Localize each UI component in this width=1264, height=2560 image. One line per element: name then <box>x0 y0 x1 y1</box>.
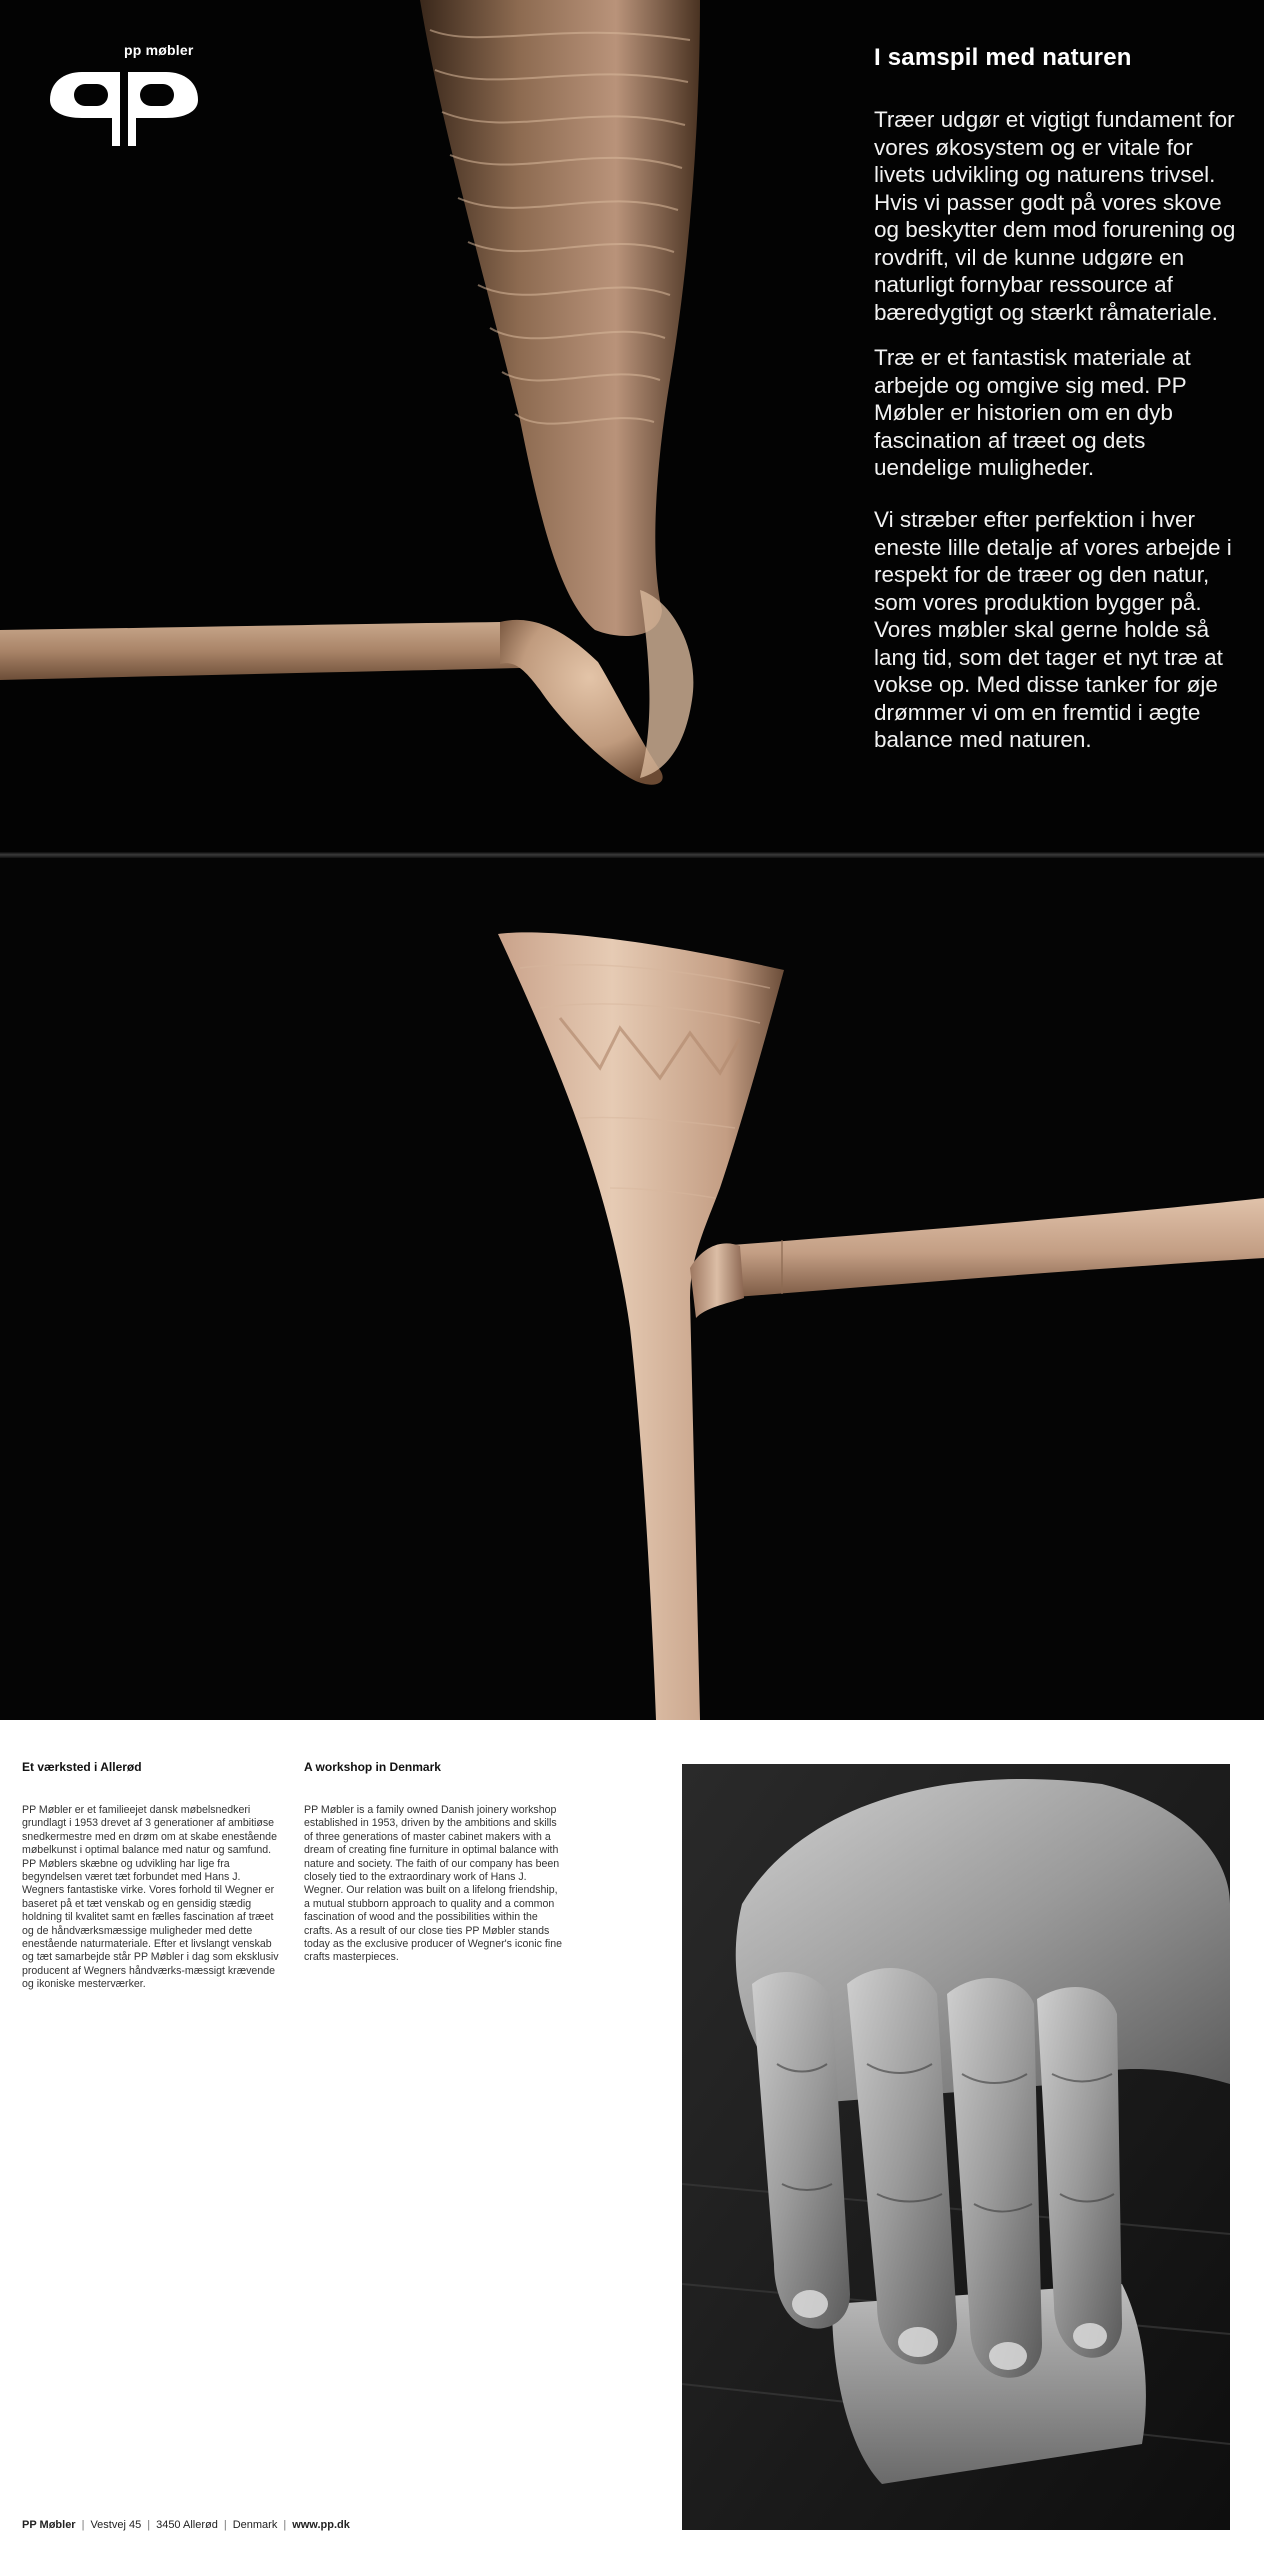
wooden-chair-joint-photo-bottom <box>0 858 1264 1720</box>
danish-panel <box>0 0 1264 858</box>
danish-paragraph-1: Træer udgør et vigtigt fundament for vores økosystem og er vitale for livets udvikling og naturens trivsel. Hvis vi passer godt på vores skove og beskytter dem mod forurening og rovdrift, vil de kunne udgøre en naturligt fornybar ressource af bæredygtigt og stærkt råmateriale. <box>874 107 1236 325</box>
brand-name: pp møbler <box>124 42 194 58</box>
footer-country: Denmark <box>232 2519 278 2531</box>
footer-company: PP Møbler <box>22 2519 76 2531</box>
workshop-en-heading: A workshop in Denmark <box>304 1760 441 1774</box>
english-panel <box>0 858 1264 1720</box>
footer-street: Vestvej 45 <box>90 2519 142 2531</box>
footer-address: PP Møbler | Vestvej 45 | 3450 Allerød | Denmark | www.pp.dk <box>22 2519 350 2531</box>
workshop-dk-body: PP Møbler er et familieejet dansk møbelsnedkeri grundlagt i 1953 drevet af 3 generationer af ambitiøse snedkermestre med en drøm om at skabe enestående møbelkunst i optimal balance med natur og samfund. PP Møblers skæbne og udvikling har lige fra begyndelsen været tæt forbundet med Hans J. Wegners fantastiske virke. Vores forhold til Wegner er baseret på et tæt venskab og en gensidig stædig holdning til kvalitet samt en fælles fascination af træet og de håndværksmæssige muligheder med dette enestående naturmateriale. Efter et livslangt venskab og tæt samarbejde står PP Møbler i dag som eksklusiv producent af Wegners håndværks-mæssigt krævende og ikoniske mesterværker. <box>22 1804 279 1991</box>
workshop-en-body: PP Møbler is a family owned Danish joinery workshop established in 1953, driven by the ambitions and skills of three generations of master cabinet makers with a dream of creating fine furniture in optimal balance with nature and society. The faith of our company has been closely tied to the extraordinary work of Hans J. Wegner. Our relation was built on a lifelong friendship, a mutual stubborn approach to quality and a common fascination of wood and the possibilities within the crafts. As a result of our close ties PP Møbler stands today as the exclusive producer of Wegner's iconic fine crafts masterpieces. <box>304 1804 562 1964</box>
danish-paragraph-3: Vi stræber efter perfektion i hver eneste lille detalje af vores arbejde i respekt for de træer og den natur, som vores produktion bygger på. Vores møbler skal gerne holde så lang tid, som det tager et nyt træ at vokse op. Med disse tanker for øje drømmer vi om en fremtid i ægte balance med naturen. <box>874 507 1232 752</box>
pp-logo-icon <box>50 70 198 150</box>
danish-paragraph-2: Træ er et fantastisk materiale at arbejde og omgive sig med. PP Møbler er historien om en dyb fascination af træet og dets uendelige muligheder. <box>874 345 1191 480</box>
footer-city: 3450 Allerød <box>156 2519 218 2531</box>
footer-website-link[interactable]: www.pp.dk <box>292 2519 350 2531</box>
workshop-dk-heading: Et værksted i Allerød <box>22 1760 142 1774</box>
danish-heading: I samspil med naturen <box>874 44 1132 71</box>
craftsman-hand-photo <box>682 1764 1230 2530</box>
